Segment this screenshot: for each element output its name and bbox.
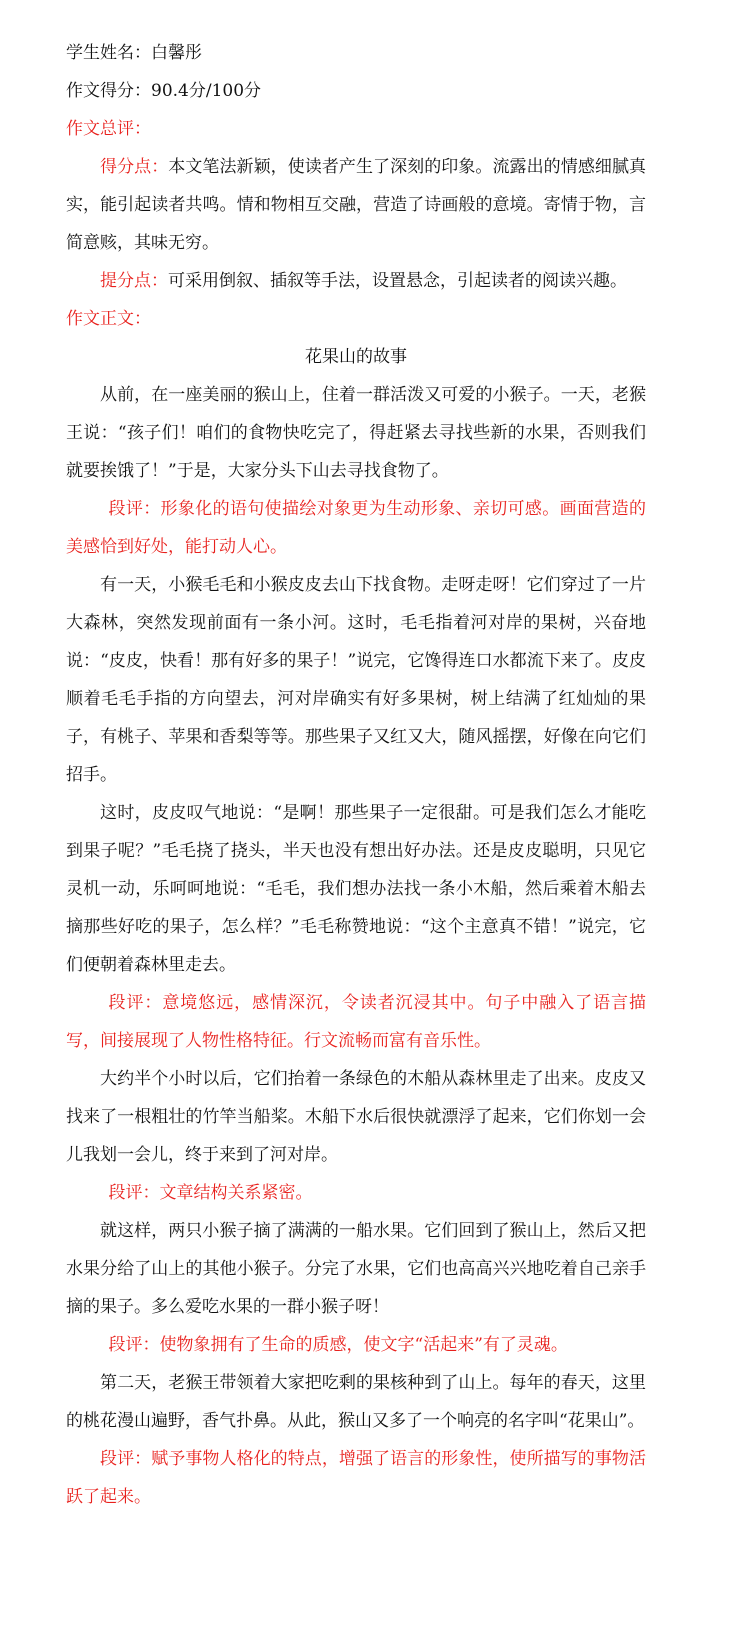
student-name-line xyxy=(66,34,646,72)
score-line xyxy=(66,72,646,110)
score-value: 90.4分/100分 xyxy=(151,81,262,101)
essay-paragraph-2: 有一天，小猴毛毛和小猴皮皮去山下找食物。走呀走呀！它们穿过了一片大森林，突然发现前面有一条小河。这时，毛毛指着河对岸的果树，兴奋地说：“皮皮，快看！那有好多的果子！”说完，它馋得连口水都流下来了。皮皮顺着毛毛手指的方向望去，河对岸确实有好多果树，树上结满了红灿灿的果子，有桃子、苹果和香梨等等。那些果子又红又大，随风摇摆，好像在向它们招手。 xyxy=(66,575,646,785)
review-heading: 作文总评： xyxy=(66,119,151,139)
review-improve-label: 提分点： xyxy=(100,271,168,291)
paragraph-comment-5: 段评：赋予事物人格化的特点，增强了语言的形象性，使所描写的事物活跃了起来。 xyxy=(66,1449,646,1507)
paragraph-comment-2: 段评：意境悠远，感情深沉，令读者沉浸其中。句子中融入了语言描写，间接展现了人物性格特征。行文流畅而富有音乐性。 xyxy=(66,993,646,1051)
student-name-label: 学生姓名： xyxy=(66,43,151,63)
review-plus-paragraph xyxy=(66,148,646,262)
essay-paragraph-3: 这时，皮皮叹气地说：“是啊！那些果子一定很甜。可是我们怎么才能吃到果子呢？”毛毛挠了挠头，半天也没有想出好办法。还是皮皮聪明，只见它灵机一动，乐呵呵地说：“毛毛，我们想办法找一条小木船，然后乘着木船去摘那些好吃的果子，怎么样？”毛毛称赞地说：“这个主意真不错！”说完，它们便朝着森林里走去。 xyxy=(66,803,646,975)
essay-heading: 作文正文： xyxy=(66,309,151,329)
review-plus-text: 本文笔法新颖，使读者产生了深刻的印象。流露出的情感细腻真实，能引起读者共鸣。情和物相互交融，营造了诗画般的意境。寄情于物，言简意赅，其味无穷。 xyxy=(66,157,647,253)
paragraph-comment-4: 段评：使物象拥有了生命的质感，使文字“活起来”有了灵魂。 xyxy=(108,1335,568,1355)
essay-paragraph-5: 就这样，两只小猴子摘了满满的一船水果。它们回到了猴山上，然后又把水果分给了山上的其他小猴子。分完了水果，它们也高高兴兴地吃着自己亲手摘的果子。多么爱吃水果的一群小猴子呀！ xyxy=(66,1221,646,1317)
score-label: 作文得分： xyxy=(66,81,151,101)
paragraph-comment-3: 段评：文章结构关系紧密。 xyxy=(108,1183,313,1203)
essay-document xyxy=(66,34,646,1516)
review-improve-paragraph xyxy=(66,262,646,300)
student-name-value: 白馨彤 xyxy=(151,43,202,63)
essay-paragraph-6: 第二天，老猴王带领着大家把吃剩的果核种到了山上。每年的春天，这里的桃花漫山遍野，香气扑鼻。从此，猴山又多了一个响亮的名字叫“花果山”。 xyxy=(66,1373,646,1431)
essay-paragraph-1: 从前，在一座美丽的猴山上，住着一群活泼又可爱的小猴子。一天，老猴王说：“孩子们！咱们的食物快吃完了，得赶紧去寻找些新的水果，否则我们就要挨饿了！”于是，大家分头下山去寻找食物了。 xyxy=(66,385,646,481)
review-plus-label: 得分点： xyxy=(100,157,169,177)
essay-paragraph-4: 大约半个小时以后，它们抬着一条绿色的木船从森林里走了出来。皮皮又找来了一根粗壮的竹竿当船桨。木船下水后很快就漂浮了起来，它们你划一会儿我划一会儿，终于来到了河对岸。 xyxy=(66,1069,646,1165)
review-improve-text: 可采用倒叙、插叙等手法，设置悬念，引起读者的阅读兴趣。 xyxy=(168,271,627,291)
paragraph-comment-1: 段评：形象化的语句使描绘对象更为生动形象、亲切可感。画面营造的美感恰到好处，能打动人心。 xyxy=(66,499,646,557)
essay-title: 花果山的故事 xyxy=(305,347,407,367)
